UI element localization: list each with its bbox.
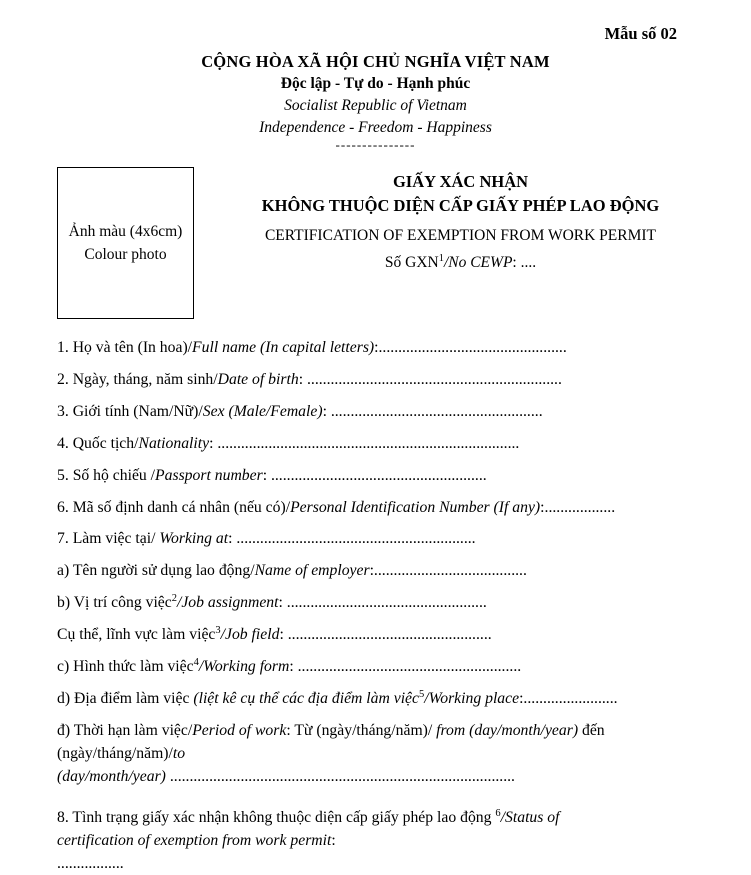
- form-fields: [0, 337, 751, 874]
- field-to-label-vi: (ngày/tháng/năm)/: [57, 744, 173, 762]
- field-fill-line[interactable]: ........................................................................................: [165, 768, 515, 786]
- field-fill-line[interactable]: .................: [57, 855, 124, 873]
- field-from-label-vi: : Từ (ngày/tháng/năm)/: [286, 721, 437, 739]
- field-label-en: Date of birth: [217, 371, 299, 389]
- field-working-place: [57, 688, 703, 709]
- field-label-en: /Status of: [500, 808, 560, 826]
- page-title-line1: GIẤY XÁC NHẬN: [392, 172, 529, 192]
- national-motto-en: Independence - Freedom - Happiness: [259, 119, 492, 137]
- country-name: CỘNG HÒA XÃ HỘI CHỦ NGHĨA VIỆT NAM: [201, 52, 550, 71]
- field-full-name: [57, 337, 703, 358]
- field-label-vi: 5. Số hộ chiếu /: [57, 466, 156, 484]
- field-fill-line[interactable]: : .............................................................................: [209, 434, 520, 452]
- field-label-en: /Job field: [220, 626, 280, 644]
- field-label-vi: 4. Quốc tịch/: [57, 434, 139, 452]
- field-fill-line[interactable]: : ...................................................: [278, 594, 487, 612]
- field-label-vi: 2. Ngày, tháng, năm sinh/: [57, 371, 218, 389]
- field-label-vi: a) Tên người sử dụng lao động/: [57, 562, 255, 580]
- field-label-en-cont: certification of exemption from work permit: [57, 831, 332, 849]
- footnote-marker-6: 6: [495, 807, 501, 819]
- footnote-marker-2: 2: [171, 592, 177, 604]
- title-and-photo-row: [0, 167, 751, 327]
- field-label-vi: 6. Mã số định danh cá nhân (nếu có)/: [57, 498, 291, 516]
- field-label-vi: 3. Giới tính (Nam/Nữ)/: [57, 403, 203, 421]
- document-title-block: [210, 170, 711, 272]
- footnote-marker-3: 3: [215, 624, 221, 636]
- field-label-vi: 1. Họ và tên (In hoa)/: [57, 339, 193, 357]
- field-working-at: [57, 528, 703, 549]
- field-status-line3: [57, 853, 703, 874]
- field-label-en: Name of employer: [254, 562, 370, 580]
- field-period-of-work-line2: [57, 743, 703, 764]
- field-period-of-work-line3: [57, 766, 703, 787]
- field-label-vi: 8. Tình trạng giấy xác nhận không thuộc diện cấp giấy phép lao động: [57, 808, 496, 826]
- field-to-label-en: to: [172, 744, 186, 762]
- field-from-label-en: from (day/month/year): [436, 721, 579, 739]
- field-label-en: Nationality: [138, 434, 210, 452]
- field-date-of-birth: [57, 369, 703, 390]
- field-date-format-hint: (day/month/year): [57, 768, 166, 786]
- national-header: [0, 0, 751, 153]
- field-label-en: Passport number: [155, 466, 263, 484]
- field-status-line1: [57, 807, 703, 828]
- country-name-en: Socialist Republic of Vietnam: [284, 97, 467, 115]
- field-fill-line[interactable]: :........................: [519, 689, 618, 707]
- field-fill-line[interactable]: : .............................................................: [228, 530, 476, 548]
- field-job-assignment: [57, 592, 703, 613]
- field-working-form: [57, 656, 703, 677]
- field-label-en: /Working form: [198, 657, 290, 675]
- field-fill-line[interactable]: :.......................................: [369, 562, 527, 580]
- field-label-vi: c) Hình thức làm việc: [57, 657, 194, 675]
- certificate-number-value: : ....: [512, 254, 537, 272]
- field-to-connector: đến: [578, 721, 605, 739]
- header-divider: ---------------: [335, 137, 416, 153]
- field-fill-line[interactable]: : ....................................................: [279, 626, 492, 644]
- field-label-en: Working at: [159, 530, 229, 548]
- field-employer-name: [57, 560, 703, 581]
- certificate-number-label-en: /No CEWP: [443, 254, 513, 272]
- field-label-vi: Cụ thể, lĩnh vực làm việc: [57, 626, 216, 644]
- field-label-vi: 7. Làm việc tại/: [57, 530, 160, 548]
- field-label-en: Period of work: [192, 721, 287, 739]
- field-personal-id-number: [57, 497, 703, 518]
- field-fill-line[interactable]: :................................................: [374, 339, 567, 357]
- field-sex: [57, 401, 703, 422]
- field-label-vi: d) Địa điểm làm việc: [57, 689, 194, 707]
- field-job-field: [57, 624, 703, 645]
- field-fill-line[interactable]: : .................................................................: [298, 371, 562, 389]
- field-label-vi: b) Vị trí công việc: [57, 594, 172, 612]
- certificate-number-label-vi: Số GXN: [384, 254, 439, 272]
- page-title-english: CERTIFICATION OF EXEMPTION FROM WORK PERMIT: [264, 227, 657, 245]
- field-label-en: /Job assignment: [176, 594, 279, 612]
- field-label-en: Sex (Male/Female): [202, 403, 323, 421]
- national-motto-vi: Độc lập - Tự do - Hạnh phúc: [280, 75, 471, 93]
- page-title-line2: KHÔNG THUỘC DIỆN CẤP GIẤY PHÉP LAO ĐỘNG: [261, 196, 660, 216]
- field-label-en: /Working place: [424, 689, 520, 707]
- photo-label-en: Colour photo: [84, 246, 167, 264]
- field-label-colon: :: [331, 831, 336, 849]
- footnote-marker-1: 1: [438, 253, 444, 265]
- footnote-marker-4: 4: [193, 656, 199, 668]
- field-period-of-work-line1: [57, 720, 703, 741]
- field-status-line2: [57, 830, 703, 851]
- certificate-number-line: [210, 254, 711, 272]
- photo-placeholder-box: [57, 167, 194, 319]
- field-passport-number: [57, 465, 703, 486]
- field-fill-line[interactable]: :..................: [540, 498, 616, 516]
- field-fill-line[interactable]: : .........................................................: [289, 657, 522, 675]
- field-nationality: [57, 433, 703, 454]
- field-label-vi: đ) Thời hạn làm việc/: [57, 721, 193, 739]
- form-code: Mẫu số 02: [604, 24, 677, 43]
- field-fill-line[interactable]: : .......................................................: [262, 466, 487, 484]
- field-label-en: Personal Identification Number (If any): [290, 498, 541, 516]
- photo-label-vi: Ảnh màu (4x6cm): [68, 223, 183, 241]
- field-label-note: (liệt kê cụ thể các địa điểm làm việc: [193, 689, 419, 707]
- field-label-en: Full name (In capital letters): [192, 339, 375, 357]
- field-fill-line[interactable]: : ......................................................: [322, 403, 543, 421]
- footnote-marker-5: 5: [418, 688, 425, 700]
